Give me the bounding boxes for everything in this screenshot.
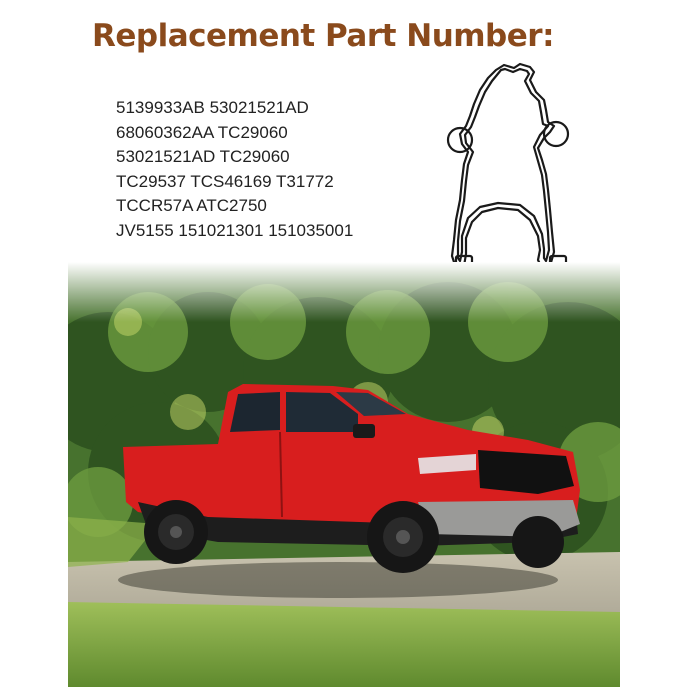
part-number-line: TC29537 TCS46169 T31772: [116, 171, 334, 191]
part-number-list: [116, 96, 353, 243]
page-title: Replacement Part Number:: [92, 18, 554, 54]
red-pickup-truck-photo: [68, 262, 620, 687]
part-number-line: 5139933AB 53021521AD: [116, 98, 309, 117]
timing-cover-gasket-icon: [438, 60, 588, 280]
part-number-line: 53021521AD TC29060: [116, 147, 290, 166]
part-number-line: JV5155 151021301 151035001: [116, 220, 354, 240]
part-number-line: 68060362AA TC29060: [116, 122, 288, 142]
part-number-line: TCCR57A ATC2750: [116, 196, 267, 215]
